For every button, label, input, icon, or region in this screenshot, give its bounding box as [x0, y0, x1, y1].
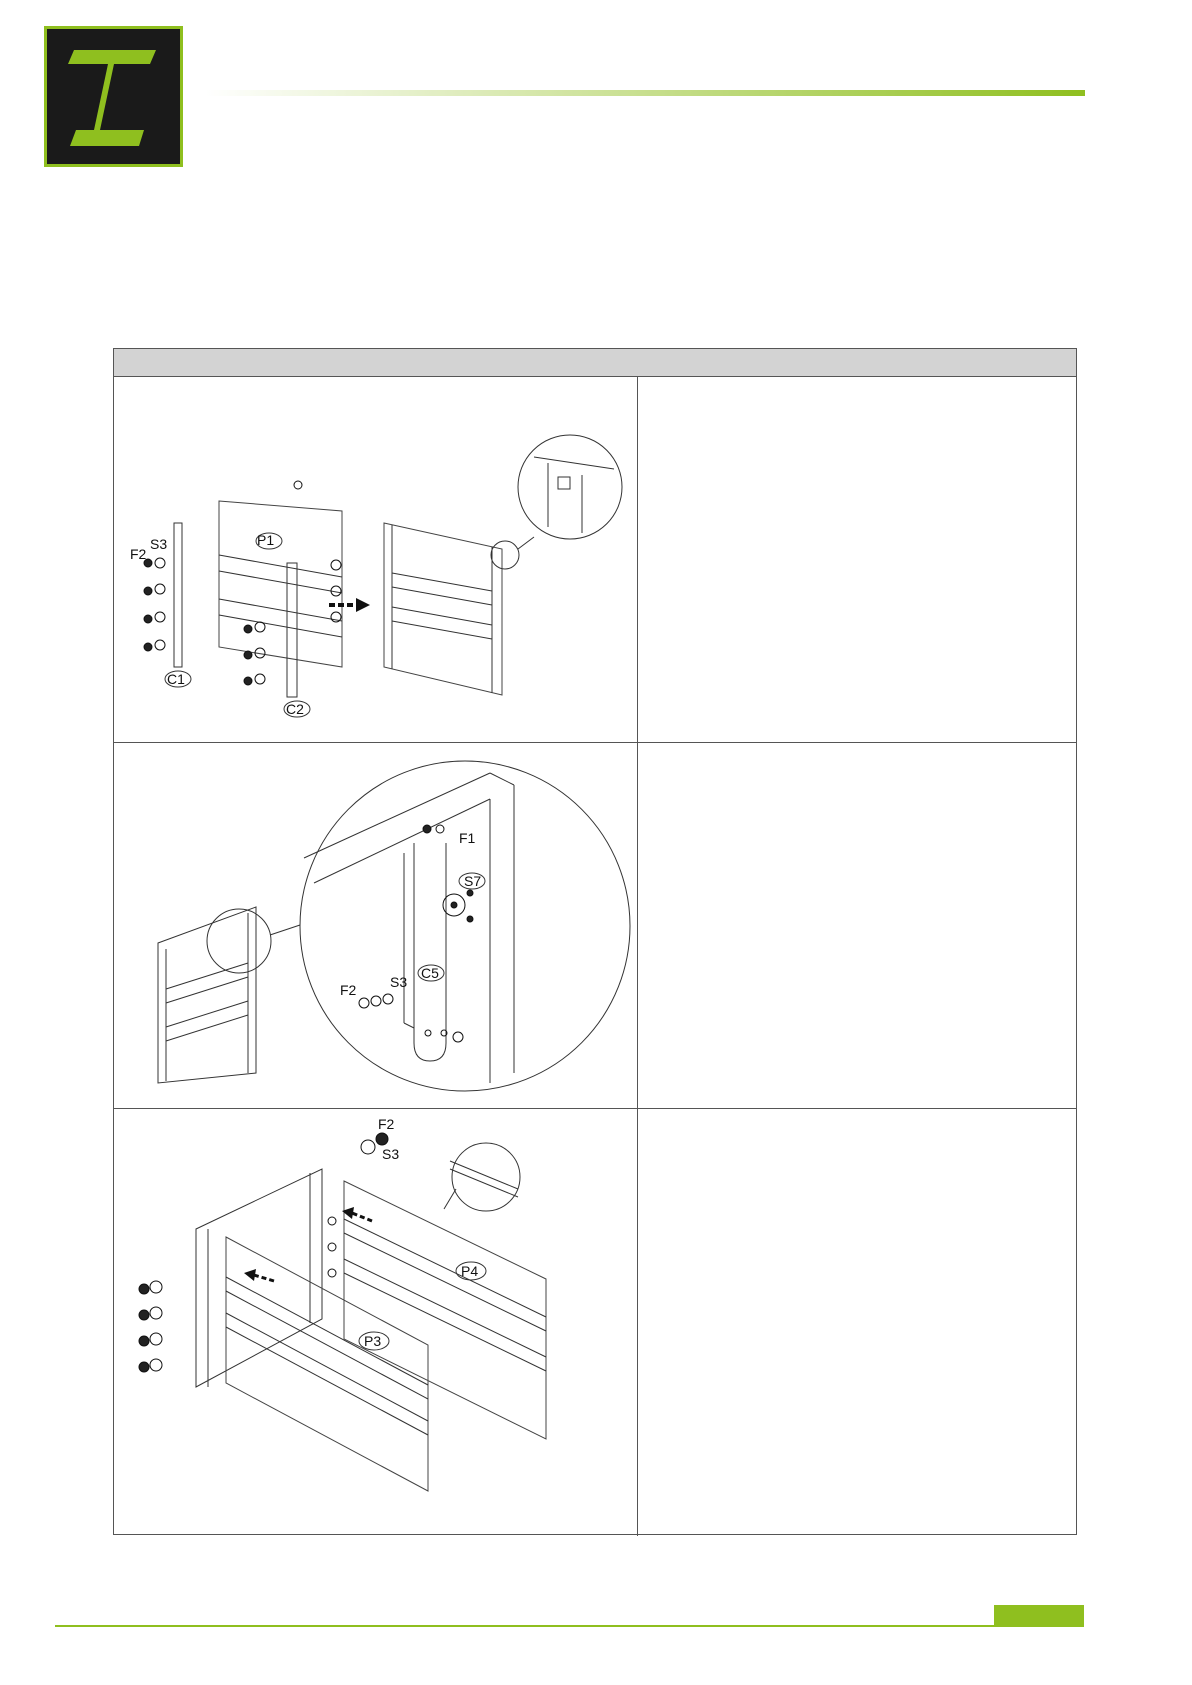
label-p4: P4	[461, 1263, 479, 1279]
label-f2: F2	[130, 546, 147, 562]
label-s3: S3	[390, 974, 408, 990]
label-c2: C2	[286, 701, 304, 717]
step-row-1	[114, 377, 1076, 743]
label-p3: P3	[364, 1333, 382, 1349]
assembly-steps-table	[113, 348, 1077, 1535]
label-f2: F2	[340, 982, 357, 998]
step-row-3	[114, 1109, 1076, 1536]
page-number-tab	[994, 1605, 1084, 1627]
label-s3: S3	[382, 1146, 400, 1162]
label-f2: F2	[378, 1116, 395, 1132]
step-row-2	[114, 743, 1076, 1109]
footer-rule	[55, 1625, 1000, 1627]
step-2-illustration	[114, 743, 638, 1108]
label-s3: S3	[150, 536, 168, 552]
step-2-description	[638, 743, 1076, 1108]
step-3-illustration	[114, 1109, 638, 1536]
label-f1: F1	[459, 830, 476, 846]
label-p1: P1	[257, 532, 275, 548]
zipper-logo	[44, 26, 183, 167]
step-3-description	[638, 1109, 1076, 1536]
label-c5: C5	[421, 965, 439, 981]
label-s7: S7	[464, 873, 482, 889]
step-1-description	[638, 377, 1076, 742]
label-c1: C1	[167, 671, 185, 687]
table-header-bar	[114, 349, 1076, 377]
header-rule	[205, 90, 1085, 96]
step-1-illustration	[114, 377, 638, 742]
